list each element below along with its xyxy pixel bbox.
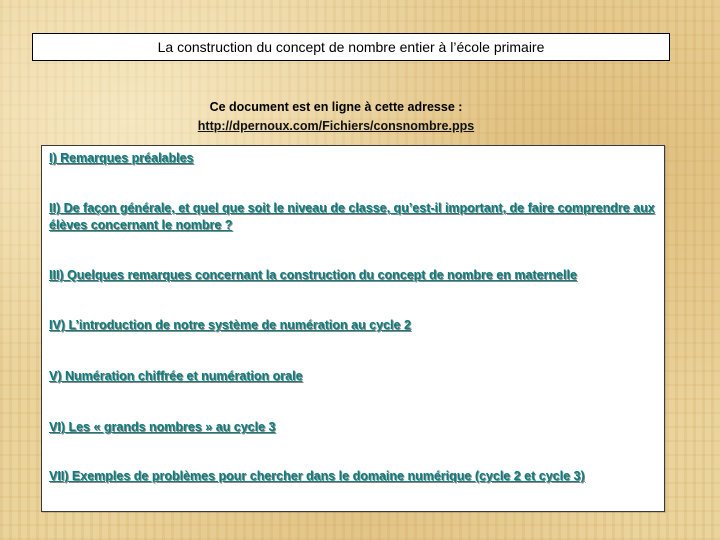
address-intro: Ce document est en ligne à cette adresse : — [209, 100, 463, 114]
toc-item-3[interactable]: III) Quelques remarques concernant la construction du concept de nombre en maternelle — [49, 268, 577, 282]
slide-title-box — [32, 33, 670, 61]
document-url-link[interactable]: http://dpernoux.com/Fichiers/consnombre.pps — [197, 119, 475, 133]
slide-title: La construction du concept de nombre entier à l’école primaire — [157, 39, 545, 55]
address-block — [0, 98, 672, 136]
toc-item-6[interactable]: VI) Les « grands nombres » au cycle 3 — [49, 420, 276, 434]
toc-item-2[interactable]: II) De façon générale, et quel que soit le niveau de classe, qu’est-il important, de faire comprendre aux élèves concernant le nombre ? — [49, 201, 655, 232]
toc-item-7[interactable]: VII) Exemples de problèmes pour chercher dans le domaine numérique (cycle 2 et cycle 3) — [49, 469, 585, 483]
toc-item-5[interactable]: V) Numération chiffrée et numération orale — [49, 369, 303, 383]
table-of-contents — [41, 145, 665, 512]
toc-item-1[interactable]: I) Remarques préalables — [49, 151, 194, 165]
toc-item-4[interactable]: IV) L’introduction de notre système de numération au cycle 2 — [49, 318, 411, 332]
